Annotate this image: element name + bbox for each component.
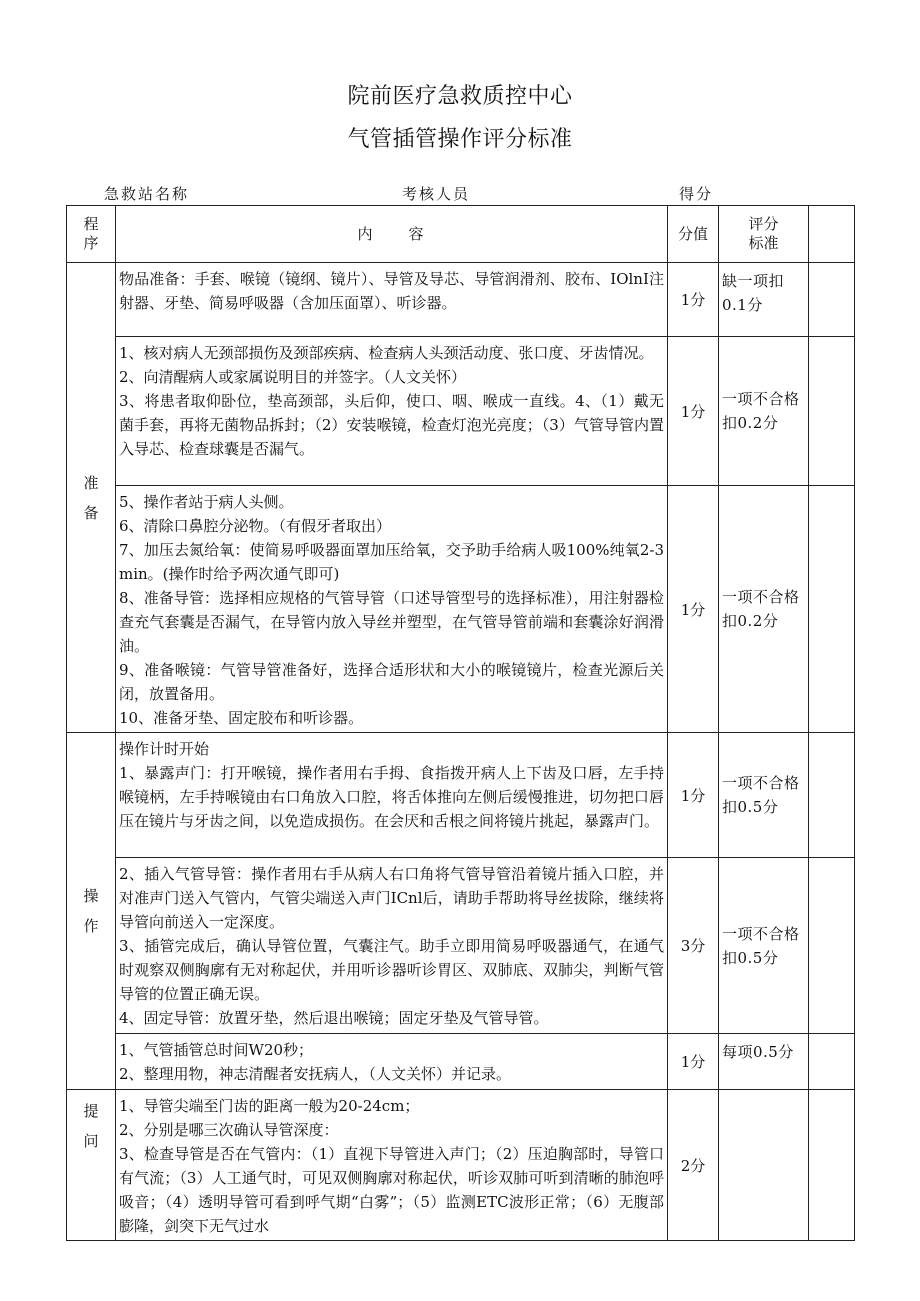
row-points: 2分 — [668, 1090, 719, 1241]
row-content: 操作计时开始 1、暴露声门：打开喉镜，操作者用右手拇、食指拨开病人上下齿及口唇，左手持喉镜柄，左手持喉镜由右口角放入口腔，将舌体推向左侧后缓慢推进，切勿把口唇压在镜片与牙齿之间，以免造成损伤。在会厌和舌根之间将镜片挑起，暴露声门。 — [116, 733, 668, 858]
row-blank — [809, 858, 855, 1034]
row-criteria: 一项不合格扣0.5分 — [719, 858, 809, 1034]
row-points: 3分 — [668, 858, 719, 1034]
table-header-row — [67, 206, 855, 263]
row-criteria: 一项不合格扣0.5分 — [719, 733, 809, 858]
row-blank — [809, 263, 855, 337]
header-points: 分值 — [668, 206, 719, 263]
table-row — [67, 733, 855, 858]
header-criteria: 评分 标准 — [719, 206, 809, 263]
row-blank — [809, 1090, 855, 1241]
section-operation: 操 作 — [67, 733, 116, 1090]
row-content: 2、插入气管导管：操作者用右手从病人右口角将气管导管沿着镜片插入口腔，并对准声门送入气管内，气管尖端送入声门ICnl后，请助手帮助将导丝拔除，继续将导管向前送入一定深度。 3、插管完成后，确认导管位置，气囊注气。助手立即用简易呼吸器通气，在通气时观察双侧胸廓有无对称起伏，并用听诊器听诊胃区、双肺底、双肺尖，判断气管导管的位置正确无误。 4、固定导管：放置牙垫，然后退出喉镜；固定牙垫及气管导管。 — [116, 858, 668, 1034]
row-content: 1、气管插管总时间W20秒； 2、整理用物，神志清醒者安抚病人，（人文关怀）并记录。 — [116, 1034, 668, 1090]
row-points: 1分 — [668, 733, 719, 858]
examiner-label: 考核人员 — [402, 185, 471, 203]
document-title: 气管插管操作评分标准 — [347, 127, 573, 152]
score-label: 得分 — [679, 185, 714, 203]
row-criteria: 一项不合格扣0.2分 — [719, 486, 809, 733]
row-content: 5、操作者站于病人头侧。 6、清除口鼻腔分泌物。（有假牙者取出） 7、加压去氮给氧：使简易呼吸器面罩加压给氧，交予助手给病人吸100%纯氧2-3min。(操作时给予两次通气即可) 8、准备导管：选择相应规格的气管导管（口述导管型号的选择标准），用注射器检查充气套囊是否漏气，在导管内放入导丝并塑型，在气管导管前端和套囊涂好润滑油。 9、准备喉镜：气管导管准备好，选择合适形状和大小的喉镜镜片，检查光源后关闭，放置备用。 10、准备牙垫、固定胶布和听诊器。 — [116, 486, 668, 733]
row-blank — [809, 1034, 855, 1090]
table-row — [67, 263, 855, 337]
header-procedure: 程 序 — [67, 206, 116, 263]
section-prep: 准 备 — [67, 263, 116, 733]
row-content: 物品准备：手套、喉镜（镜纲、镜片）、导管及导芯、导管润滑剂、胶布、IOlnI注射器、牙垫、简易呼吸器（含加压面罩）、听诊器。 — [116, 263, 668, 337]
station-name-label: 急救站名称 — [104, 185, 190, 203]
row-points: 1分 — [668, 486, 719, 733]
row-criteria: 缺一项扣0.1分 — [719, 263, 809, 337]
header-blank — [809, 206, 855, 263]
row-blank — [809, 733, 855, 858]
row-content: 1、核对病人无颈部损伤及颈部疾病、检查病人头颈活动度、张口度、牙齿情况。 2、向清醒病人或家属说明目的并签字。（人文关怀） 3、将患者取仰卧位，垫高颈部，头后仰，使口、咽、喉成一直线。4、（1）戴无菌手套，再将无菌物品拆封；（2）安装喉镜，检查灯泡光亮度；（3）气管导管内置入导芯、检查球囊是否漏气。 — [116, 337, 668, 486]
row-points: 1分 — [668, 337, 719, 486]
table-row — [67, 1090, 855, 1241]
section-questions: 提 问 — [67, 1090, 116, 1241]
row-blank — [809, 337, 855, 486]
row-points: 1分 — [668, 263, 719, 337]
row-content: 1、导管尖端至门齿的距离一般为20-24cm； 2、分别是哪三次确认导管深度： 3、检查导管是否在气管内：（1）直视下导管进入声门；（2）压迫胸部时，导管口有气流；（3）人工通气时，可见双侧胸廓对称起伏，听诊双肺可听到清晰的肺泡呼吸音；（4）透明导管可看到呼气期“白雾”；（5）监测ETC波形正常；（6）无腹部膨隆，剑突下无气过水 — [116, 1090, 668, 1241]
row-criteria: 一项不合格扣0.2分 — [719, 337, 809, 486]
row-points: 1分 — [668, 1034, 719, 1090]
table-row — [67, 1034, 855, 1090]
header-content: 内 容 — [116, 206, 668, 263]
scoring-table — [66, 205, 855, 1241]
row-blank — [809, 486, 855, 733]
row-criteria — [719, 1090, 809, 1241]
table-row — [67, 337, 855, 486]
organization-title: 院前医疗急救质控中心 — [347, 84, 573, 109]
row-criteria: 每项0.5分 — [719, 1034, 809, 1090]
table-row — [67, 486, 855, 733]
table-row — [67, 858, 855, 1034]
